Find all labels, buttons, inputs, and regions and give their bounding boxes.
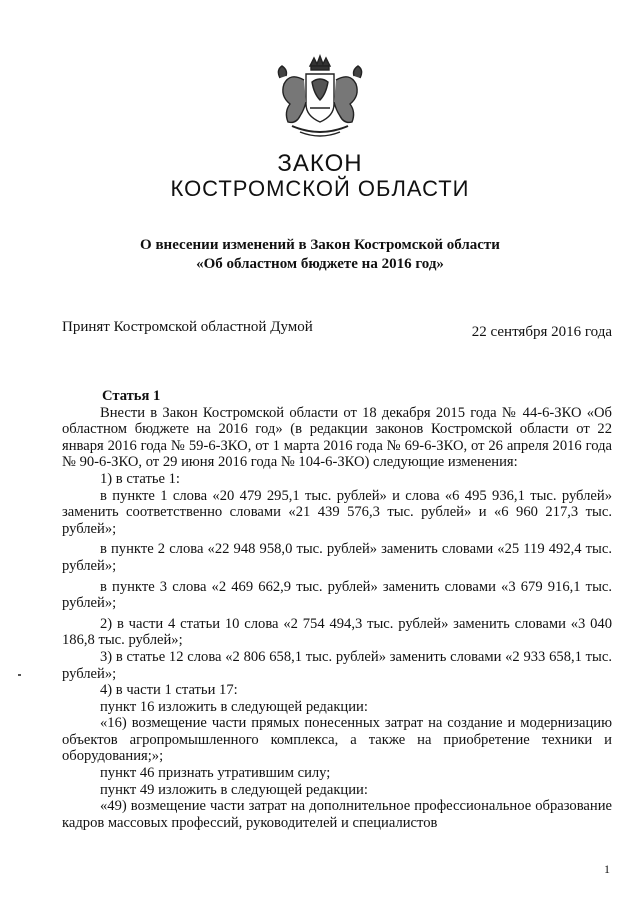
paragraph: в пункте 1 слова «20 479 295,1 тыс. рублей» и слова «6 495 936,1 тыс. рублей» заменить соответственно словами «21 439 576,3 тыс. рублей» и «6 960 217,3 тыс. рублей»; (62, 487, 612, 537)
subtitle-line-1: О внесении изменений в Закон Костромской области (140, 237, 500, 253)
paragraph: 4) в части 1 статьи 17: (100, 682, 238, 699)
article-body (62, 388, 612, 831)
page-number: 1 (604, 862, 610, 876)
paragraph: 3) в статье 12 слова «2 806 658,1 тыс. рублей» заменить словами «2 933 658,1 тыс. рублей»; (62, 648, 612, 682)
paragraph: в пункте 3 слова «2 469 662,9 тыс. рублей» заменить словами «3 679 916,1 тыс. рублей»; (62, 578, 612, 612)
paragraph: «49) возмещение части затрат на дополнительное профессиональное образование кадров массовых профессий, руководителей и специалистов (62, 798, 612, 831)
paragraph: пункт 49 изложить в следующей редакции: (100, 781, 368, 798)
paragraph: «16) возмещение части прямых понесенных затрат на создание и модернизацию объектов агропромышленного комплекса, а также на приобретение техники и оборудования;»; (62, 715, 612, 765)
law-heading: ЗАКОН (277, 150, 363, 177)
law-subtitle (0, 236, 640, 274)
paragraph: 1) в статье 1: (100, 470, 180, 487)
article-heading: Статья 1 (102, 388, 161, 404)
paragraph: пункт 16 изложить в следующей редакции: (100, 698, 368, 715)
subtitle-line-2: «Об областном бюджете на 2016 год» (196, 256, 444, 272)
paragraph: в пункте 2 слова «22 948 958,0 тыс. рублей» заменить словами «25 119 492,4 тыс. рублей»; (62, 541, 612, 574)
adopted-by: Принят Костромской областной Думой (62, 319, 313, 335)
coat-of-arms-emblem (270, 52, 370, 144)
adoption-date: 22 сентября 2016 года (471, 324, 612, 340)
paragraph: 2) в части 4 статьи 10 слова «2 754 494,3 тыс. рублей» заменить словами «3 040 186,8 тыс. рублей»; (62, 615, 612, 649)
region-heading: КОСТРОМСКОЙ ОБЛАСТИ (170, 176, 470, 201)
margin-mark (18, 674, 21, 676)
paragraph: Внести в Закон Костромской области от 18 декабря 2015 года № 44-6-ЗКО «Об областном бюджете на 2016 год» (в редакции законов Костромской области от 22 января 2016 года № 59-6-ЗКО, от 1 марта 2016 года № 69-6-ЗКО, от 26 апреля 2016 года № 90-6-ЗКО, от 29 июня 2016 года № 104-6-ЗКО) следующие изменения: (62, 404, 612, 471)
paragraph: пункт 46 признать утратившим силу; (100, 765, 331, 782)
